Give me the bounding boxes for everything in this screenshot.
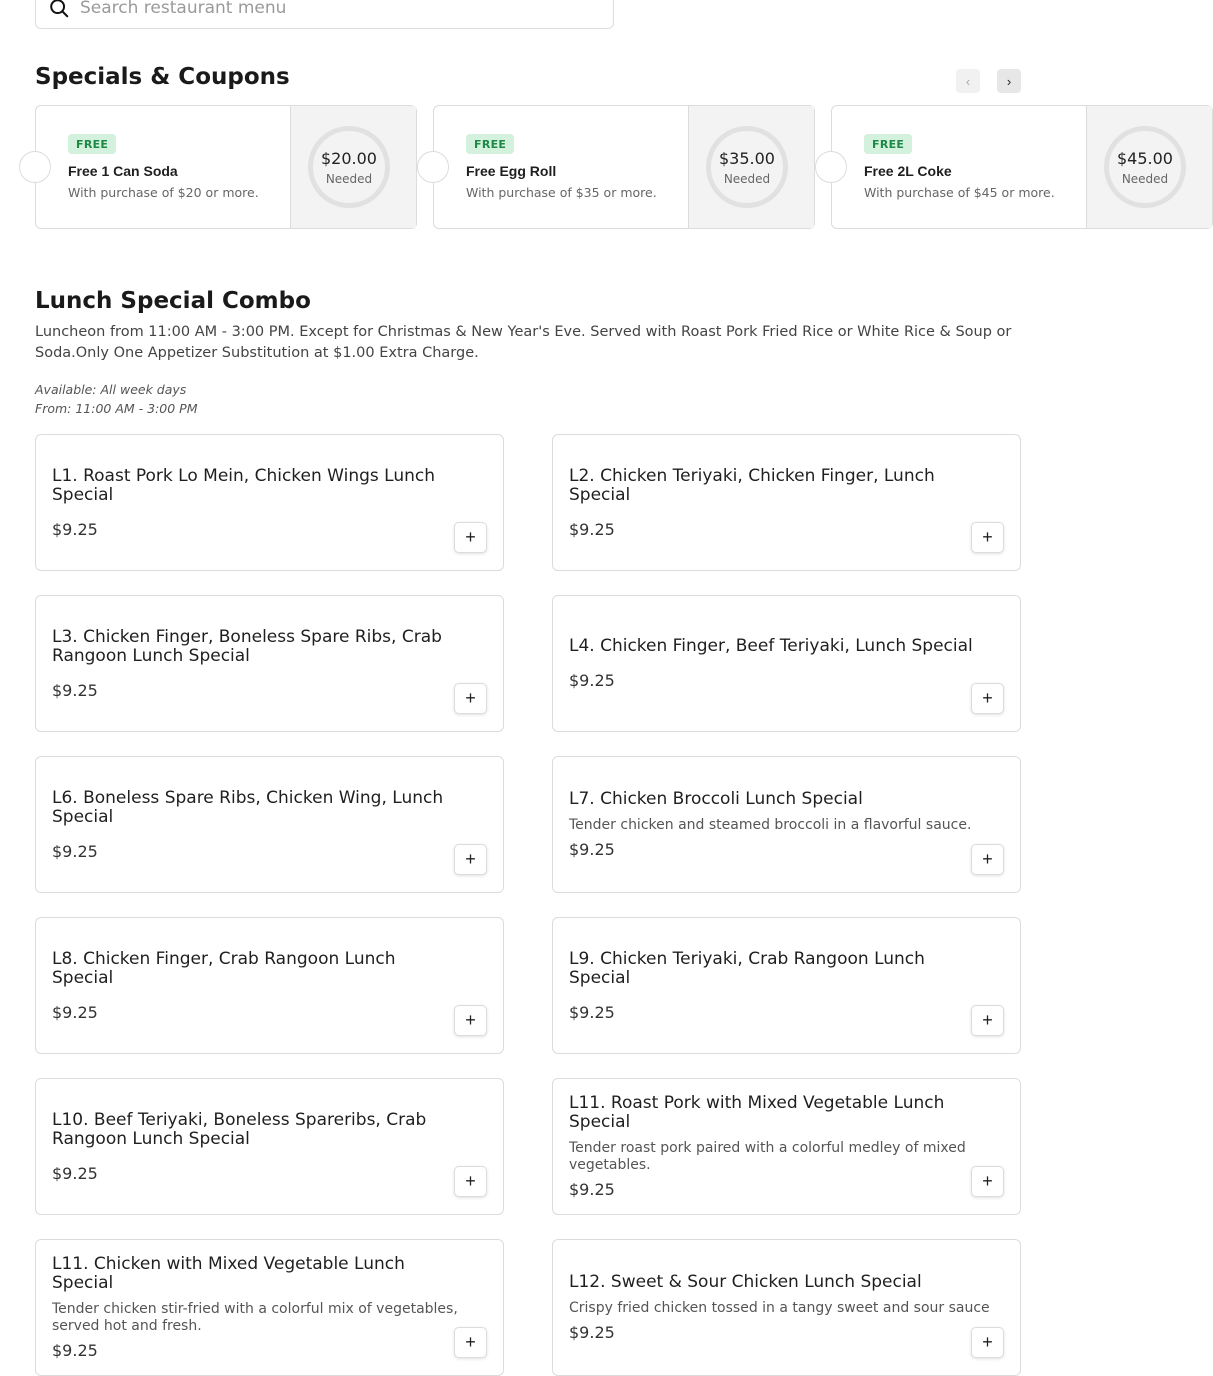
menu-item-card[interactable] — [35, 595, 504, 732]
coupon-needed-label: Needed — [1121, 171, 1169, 186]
coupon-progress-panel — [688, 106, 814, 228]
menu-item-name: L8. Chicken Finger, Crab Rangoon Lunch Special — [52, 948, 396, 988]
menu-item-card[interactable] — [35, 434, 504, 571]
menu-item-card[interactable] — [35, 756, 504, 893]
plus-icon: + — [465, 1171, 476, 1191]
section-title: Lunch Special Combo — [35, 288, 311, 314]
coupon-badge: FREE — [466, 134, 514, 154]
add-item-button[interactable] — [971, 522, 1004, 553]
coupon-needed-label: Needed — [723, 171, 771, 186]
plus-icon: + — [982, 1332, 993, 1352]
progress-ring — [308, 126, 390, 208]
add-item-button[interactable] — [454, 1327, 487, 1358]
menu-item-name: L1. Roast Pork Lo Mein, Chicken Wings Lunch Special — [52, 465, 435, 505]
menu-item-price: $9.25 — [52, 841, 98, 861]
menu-item-price: $9.25 — [52, 1163, 98, 1183]
menu-item-name: L9. Chicken Teriyaki, Crab Rangoon Lunch Special — [569, 948, 925, 988]
progress-ring — [706, 126, 788, 208]
menu-item-price: $9.25 — [569, 840, 615, 859]
add-item-button[interactable] — [454, 1005, 487, 1036]
menu-item-card[interactable] — [35, 1078, 504, 1215]
coupon-badge: FREE — [68, 134, 116, 154]
coupon-card[interactable] — [831, 105, 1213, 229]
coupon-card[interactable] — [35, 105, 417, 229]
plus-icon: + — [465, 527, 476, 547]
menu-item-price: $9.25 — [569, 519, 615, 539]
plus-icon: + — [982, 527, 993, 547]
menu-item-price: $9.25 — [52, 519, 98, 539]
menu-item-price: $9.25 — [569, 1323, 615, 1342]
plus-icon: + — [982, 1171, 993, 1191]
menu-item-name: L12. Sweet & Sour Chicken Lunch Special — [569, 1272, 922, 1292]
menu-item-price: $9.25 — [569, 1002, 615, 1022]
menu-item-name: L3. Chicken Finger, Boneless Spare Ribs, Crab Rangoon Lunch Special — [52, 626, 442, 666]
search-input[interactable] — [80, 0, 560, 18]
menu-item-name: L11. Roast Pork with Mixed Vegetable Lunch Special — [569, 1093, 945, 1132]
plus-icon: + — [465, 849, 476, 869]
carousel-next-button[interactable] — [997, 69, 1021, 93]
menu-item-name: L2. Chicken Teriyaki, Chicken Finger, Lunch Special — [569, 465, 935, 505]
menu-item-price: $9.25 — [569, 1180, 615, 1199]
menu-item-name: L11. Chicken with Mixed Vegetable Lunch Special — [52, 1254, 405, 1293]
specials-title: Specials & Coupons — [35, 64, 290, 90]
menu-item-description: Crispy fried chicken tossed in a tangy sweet and sour sauce — [569, 1300, 990, 1316]
add-item-button[interactable] — [971, 1327, 1004, 1358]
coupon-notch — [417, 151, 449, 183]
menu-item-name: L7. Chicken Broccoli Lunch Special — [569, 789, 863, 809]
add-item-button[interactable] — [454, 1166, 487, 1197]
section-description: Luncheon from 11:00 AM - 3:00 PM. Except for Christmas & New Year's Eve. Served with Roast Pork Fried Rice or White Rice & Soup or Soda.Only One Appetizer Substitution at $1.00 Extra Charge. — [35, 324, 1012, 361]
coupon-desc: With purchase of $35 or more. — [466, 185, 657, 200]
menu-item-card[interactable] — [552, 917, 1021, 1054]
carousel-prev-button[interactable] — [956, 69, 980, 93]
menu-item-card[interactable] — [552, 756, 1021, 893]
add-item-button[interactable] — [454, 522, 487, 553]
menu-item-name: L6. Boneless Spare Ribs, Chicken Wing, Lunch Special — [52, 787, 444, 827]
menu-item-card[interactable] — [35, 1239, 504, 1376]
search-bar[interactable] — [35, 0, 614, 29]
menu-item-price: $9.25 — [52, 680, 98, 700]
add-item-button[interactable] — [454, 683, 487, 714]
coupon-progress-panel — [290, 106, 416, 228]
menu-item-name: L4. Chicken Finger, Beef Teriyaki, Lunch Special — [569, 636, 973, 656]
add-item-button[interactable] — [971, 1005, 1004, 1036]
menu-item-price: $9.25 — [52, 1002, 98, 1022]
coupon-amount: $20.00 — [321, 148, 377, 168]
coupon-notch — [19, 151, 51, 183]
coupon-desc: With purchase of $20 or more. — [68, 185, 259, 200]
add-item-button[interactable] — [971, 683, 1004, 714]
menu-item-price: $9.25 — [569, 671, 615, 690]
plus-icon: + — [982, 688, 993, 708]
add-item-button[interactable] — [971, 1166, 1004, 1197]
menu-item-card[interactable] — [552, 1078, 1021, 1215]
plus-icon: + — [465, 1010, 476, 1030]
menu-item-description: Tender roast pork paired with a colorful medley of mixed vegetables. — [569, 1140, 966, 1173]
coupon-card[interactable] — [433, 105, 815, 229]
chevron-left-icon: ‹ — [965, 73, 971, 89]
menu-item-card[interactable] — [552, 434, 1021, 571]
availability-hours: From: 11:00 AM - 3:00 PM — [35, 401, 198, 416]
menu-item-name: L10. Beef Teriyaki, Boneless Spareribs, Crab Rangoon Lunch Special — [52, 1109, 427, 1149]
menu-item-card[interactable] — [35, 917, 504, 1054]
coupon-amount: $45.00 — [1117, 148, 1173, 168]
coupon-badge: FREE — [864, 134, 912, 154]
coupon-title: Free 2L Coke — [864, 163, 952, 179]
coupon-title: Free Egg Roll — [466, 163, 557, 179]
progress-ring — [1104, 126, 1186, 208]
search-icon — [48, 0, 70, 19]
plus-icon: + — [982, 1010, 993, 1030]
coupon-desc: With purchase of $45 or more. — [864, 185, 1055, 200]
menu-item-description: Tender chicken stir-fried with a colorful mix of vegetables, served hot and fresh. — [52, 1301, 458, 1334]
menu-items-grid — [35, 434, 1021, 1376]
chevron-right-icon: › — [1006, 73, 1012, 89]
availability-days: Available: All week days — [35, 382, 187, 397]
coupon-progress-panel — [1086, 106, 1212, 228]
plus-icon: + — [465, 688, 476, 708]
add-item-button[interactable] — [454, 844, 487, 875]
menu-item-description: Tender chicken and steamed broccoli in a flavorful sauce. — [569, 817, 972, 833]
plus-icon: + — [982, 849, 993, 869]
coupon-amount: $35.00 — [719, 148, 775, 168]
coupon-notch — [815, 151, 847, 183]
menu-item-price: $9.25 — [52, 1341, 98, 1360]
menu-item-card[interactable] — [552, 1239, 1021, 1376]
coupon-needed-label: Needed — [325, 171, 373, 186]
add-item-button[interactable] — [971, 844, 1004, 875]
coupon-carousel[interactable] — [35, 105, 1173, 230]
plus-icon: + — [465, 1332, 476, 1352]
menu-item-card[interactable] — [552, 595, 1021, 732]
coupon-title: Free 1 Can Soda — [68, 163, 178, 179]
